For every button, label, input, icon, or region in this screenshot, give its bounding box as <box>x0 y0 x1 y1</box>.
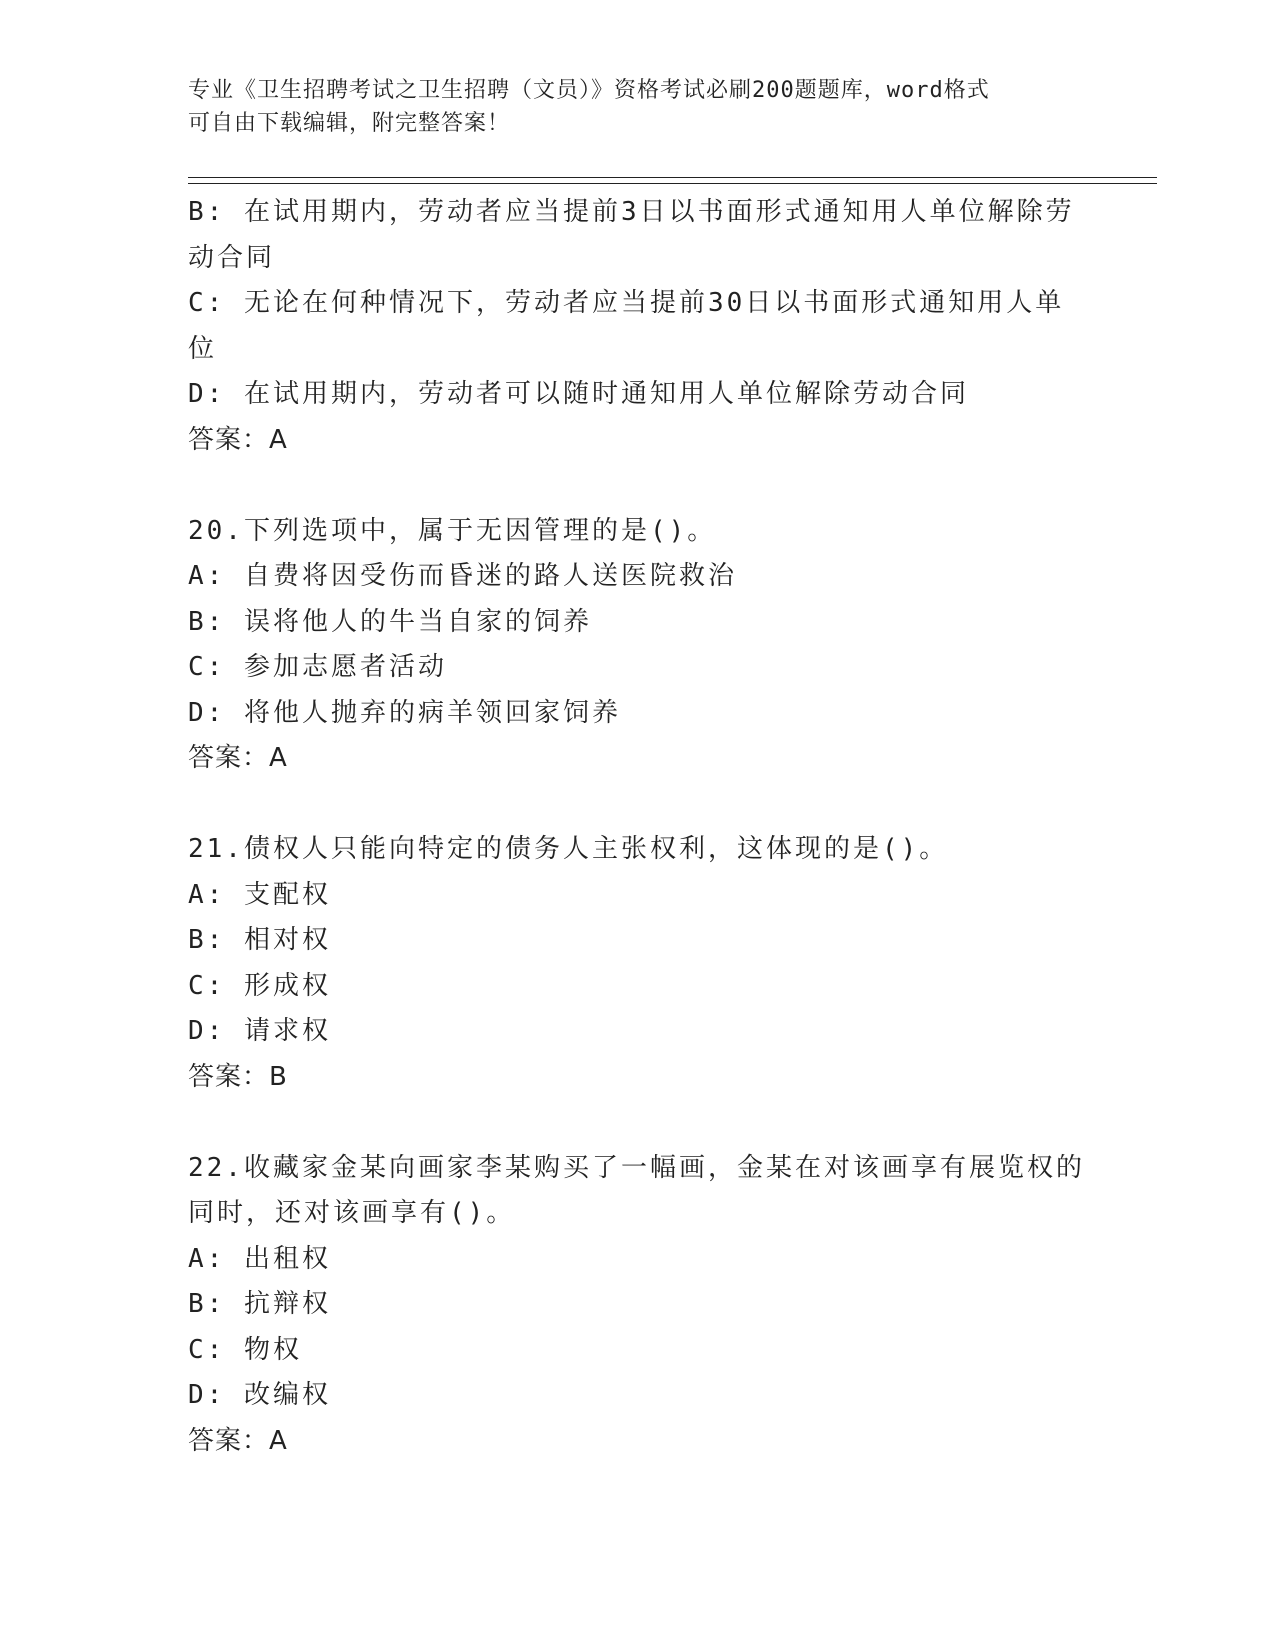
option-line: 位 <box>188 333 218 364</box>
option-c: C: 形成权 <box>188 970 331 1001</box>
option-c: C: 物权 <box>188 1334 302 1365</box>
option-line: C: 无论在何种情况下，劳动者应当提前30日以书面形式通知用人单 <box>188 288 1065 318</box>
question-stem: 20.下列选项中，属于无因管理的是()。 <box>188 515 717 546</box>
prev-question-block <box>188 190 1088 463</box>
option-b: B: 相对权 <box>188 925 331 955</box>
answer-line: 答案：B <box>188 1061 288 1092</box>
option-d: D: 请求权 <box>188 1016 331 1046</box>
option-d: D: 将他人抛弃的病羊领回家饲养 <box>188 697 621 728</box>
document-header <box>188 74 1088 140</box>
header-title-line-1: 专业《卫生招聘考试之卫生招聘（文员）》资格考试必刷200题题库，word格式 <box>188 78 990 103</box>
option-line: B: 在试用期内，劳动者应当提前3日以书面形式通知用人单位解除劳 <box>188 197 1075 227</box>
question-21-block <box>188 827 1088 1100</box>
answer-line: 答案：A <box>188 1425 288 1456</box>
question-stem: 22.收藏家金某向画家李某购买了一幅画，金某在对该画享有展览权的 <box>188 1152 1085 1183</box>
option-a: A: 自费将因受伤而昏迷的路人送医院救治 <box>188 561 737 591</box>
option-line: D: 在试用期内，劳动者可以随时通知用人单位解除劳动合同 <box>188 379 969 409</box>
question-stem: 21.债权人只能向特定的债务人主张权利，这体现的是()。 <box>188 834 949 864</box>
question-content <box>188 190 1088 1464</box>
option-c: C: 参加志愿者活动 <box>188 652 447 682</box>
header-title-line-2: 可自由下载编辑，附完整答案！ <box>188 111 511 136</box>
option-d: D: 改编权 <box>188 1380 331 1410</box>
option-a: A: 支配权 <box>188 879 331 910</box>
header-divider-top <box>188 177 1157 178</box>
question-20-block <box>188 509 1088 782</box>
answer-line: 答案：A <box>188 424 288 455</box>
header-divider-bottom <box>188 183 1157 184</box>
spacer <box>188 1100 1088 1146</box>
question-stem-continued: 同时，还对该画享有()。 <box>188 1198 516 1228</box>
question-22-block <box>188 1146 1088 1465</box>
spacer <box>188 782 1088 828</box>
option-b: B: 误将他人的牛当自家的饲养 <box>188 606 592 637</box>
option-b: B: 抗辩权 <box>188 1289 331 1319</box>
option-line: 动合同 <box>188 242 276 273</box>
answer-line: 答案：A <box>188 743 288 773</box>
spacer <box>188 463 1088 509</box>
option-a: A: 出租权 <box>188 1243 331 1274</box>
